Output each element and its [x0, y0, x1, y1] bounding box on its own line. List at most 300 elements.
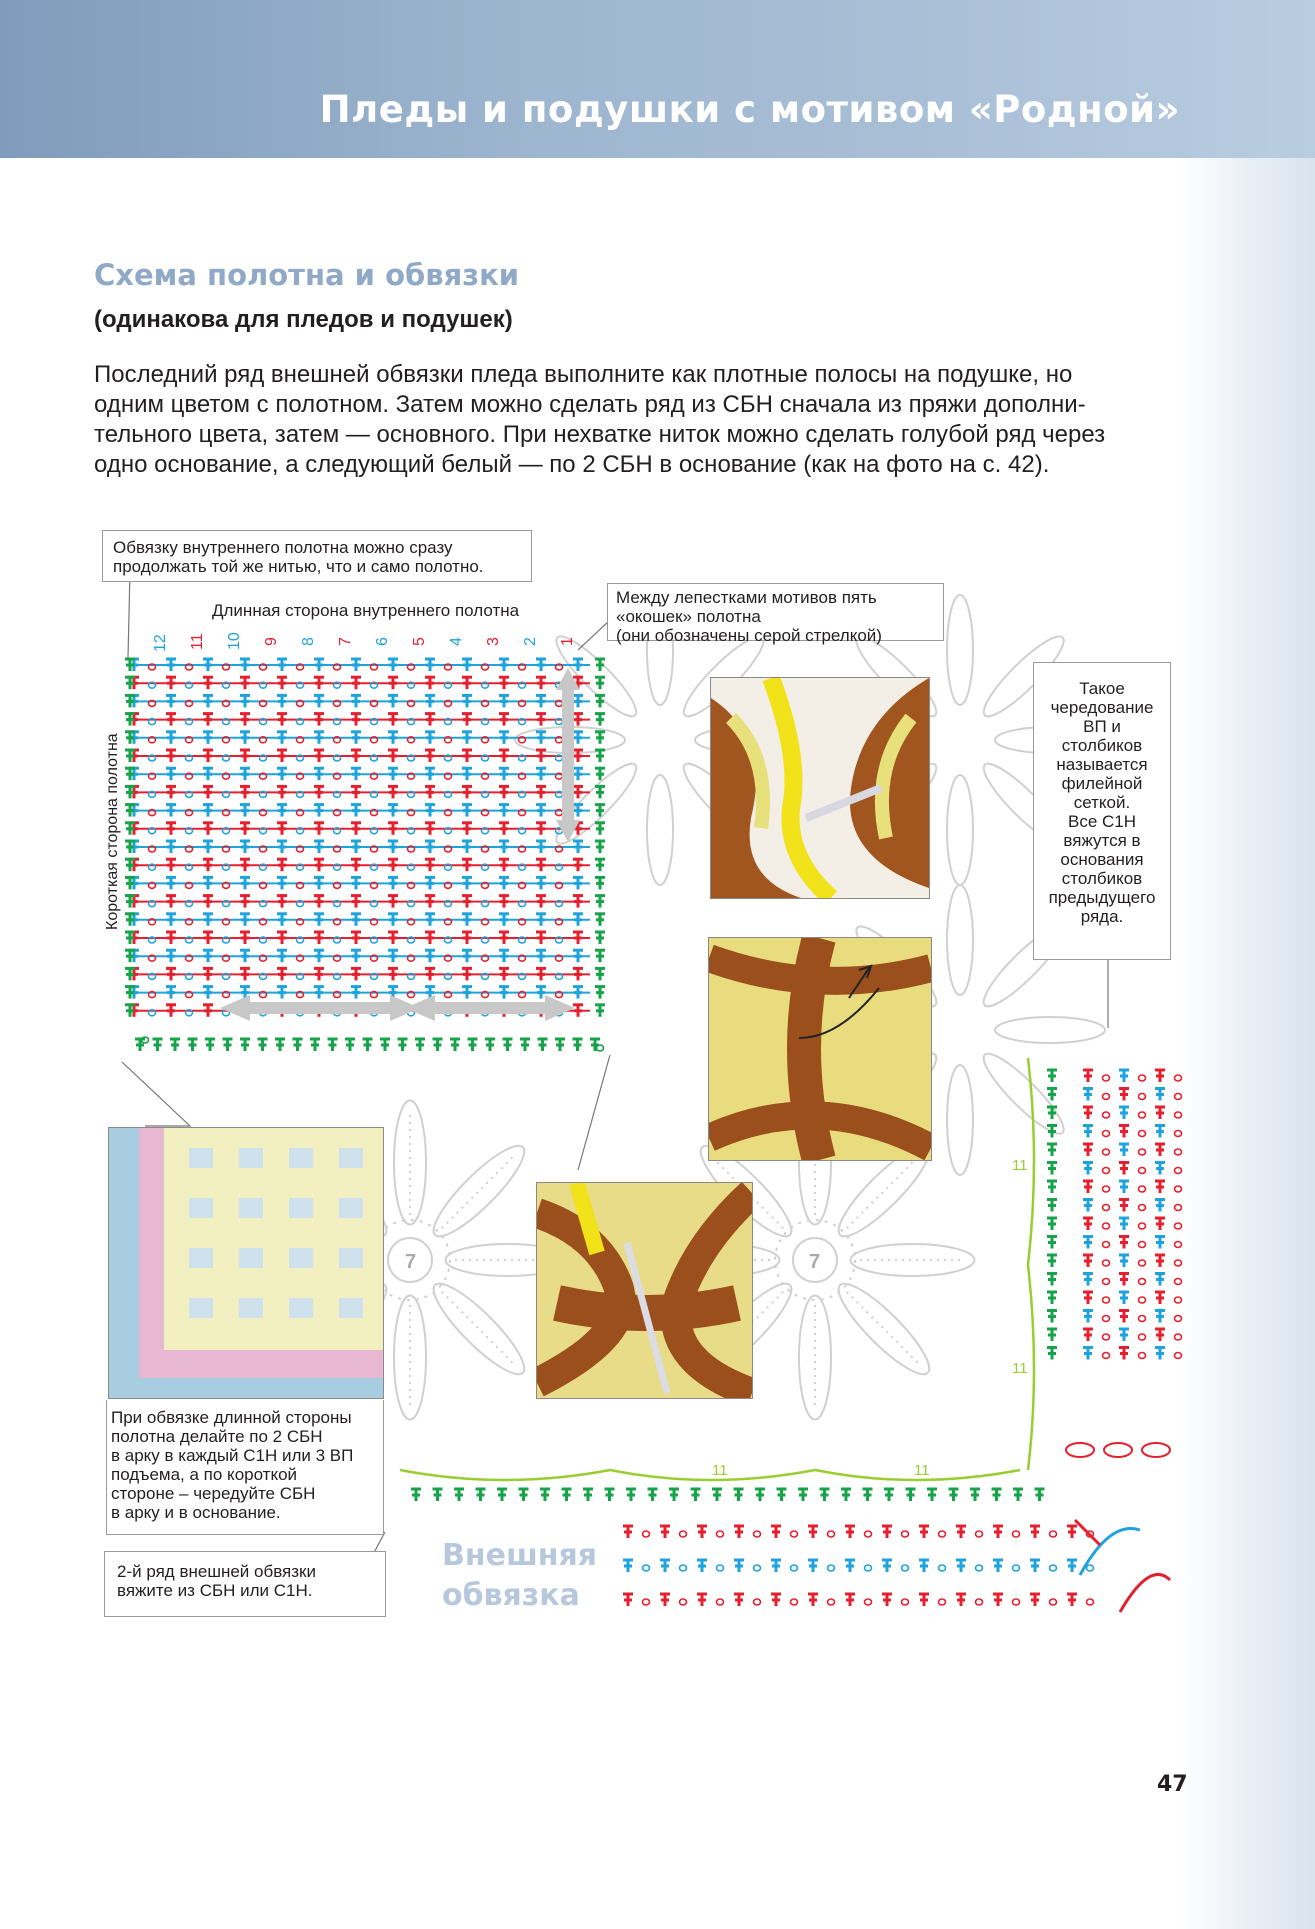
- bottom-border-stitch: [1035, 1489, 1045, 1501]
- right-border-stitch: [1047, 1329, 1057, 1341]
- border-stitch-right: [595, 677, 605, 689]
- grid-stitch: [388, 823, 398, 835]
- grid-stitch: [351, 750, 361, 762]
- grid-stitch: [536, 805, 546, 817]
- chain-symbol: [1175, 1334, 1182, 1340]
- grid-stitch: [573, 932, 583, 944]
- bottom-border-stitch: [755, 1489, 765, 1501]
- chain-symbol: [828, 1531, 835, 1537]
- grid-stitch: [351, 932, 361, 944]
- right-grid-stitch: [1119, 1126, 1129, 1138]
- border-stitch-bottom: [240, 1039, 250, 1051]
- grid-stitch: [425, 732, 435, 744]
- callout-line: Такое: [1079, 679, 1125, 698]
- grid-stitch: [240, 950, 250, 962]
- grid-stitch: [203, 932, 213, 944]
- border-stitch-bottom: [433, 1039, 443, 1051]
- grid-stitch: [277, 750, 287, 762]
- grid-stitch: [388, 950, 398, 962]
- chain-symbol: [1175, 1186, 1182, 1192]
- bottom-grid-stitch: [697, 1560, 707, 1572]
- right-border-stitch: [1047, 1292, 1057, 1304]
- arc-count: 11: [1012, 1157, 1028, 1174]
- grid-stitch: [166, 841, 176, 853]
- border-stitch-right: [595, 823, 605, 835]
- grid-stitch: [277, 914, 287, 926]
- grid-stitch: [462, 659, 472, 671]
- chain-symbol: [717, 1531, 724, 1537]
- grid-stitch: [166, 732, 176, 744]
- callout-bottom-left-2: [104, 1551, 386, 1617]
- arc-count: 11: [914, 1462, 930, 1479]
- grid-stitch: [203, 1005, 213, 1017]
- grid-stitch: [536, 823, 546, 835]
- grid-stitch: [425, 877, 435, 889]
- grid-stitch: [536, 914, 546, 926]
- grid-stitch: [277, 823, 287, 835]
- long-side-label: Длинная сторона внутреннего полотна: [212, 601, 520, 620]
- grid-stitch: [388, 659, 398, 671]
- chain-symbol: [1139, 1075, 1146, 1081]
- right-grid-stitch: [1155, 1348, 1165, 1360]
- grid-stitch: [203, 841, 213, 853]
- right-border-stitch: [1047, 1089, 1057, 1101]
- grid-stitch: [499, 859, 509, 871]
- bottom-grid-stitch: [808, 1594, 818, 1606]
- chain-symbol: [1139, 1149, 1146, 1155]
- callout-line: полотна делайте по 2 СБН: [111, 1427, 323, 1446]
- border-stitch-right: [595, 859, 605, 871]
- grid-stitch: [573, 914, 583, 926]
- border-stitch-right: [595, 877, 605, 889]
- grid-stitch: [351, 987, 361, 999]
- chain-symbol: [1139, 1094, 1146, 1100]
- grid-stitch: [314, 987, 324, 999]
- callout-line: Обвязку внутреннего полотна можно сразу: [113, 538, 453, 557]
- arc-count: 11: [1012, 1360, 1028, 1377]
- grid-stitch: [203, 859, 213, 871]
- chain-symbol: [791, 1599, 798, 1605]
- grid-stitch: [166, 695, 176, 707]
- grid-stitch: [425, 695, 435, 707]
- bottom-border-stitch: [841, 1489, 851, 1501]
- grid-stitch: [314, 896, 324, 908]
- grid-stitch: [351, 714, 361, 726]
- grid-stitch: [536, 768, 546, 780]
- grid-stitch: [203, 987, 213, 999]
- grid-stitch: [462, 877, 472, 889]
- external-border-title-line: обвязка: [442, 1578, 580, 1613]
- motif-petal: [847, 1292, 921, 1366]
- grid-stitch: [388, 859, 398, 871]
- grid-stitch: [203, 914, 213, 926]
- grid-stitch: [314, 932, 324, 944]
- grid-stitch: [314, 677, 324, 689]
- grid-stitch: [166, 987, 176, 999]
- grid-stitch: [166, 950, 176, 962]
- column-number: 7: [337, 637, 354, 646]
- chain-symbol: [1139, 1205, 1146, 1211]
- grid-stitch: [203, 659, 213, 671]
- grid-stitch: [203, 732, 213, 744]
- grid-stitch: [499, 914, 509, 926]
- motif-petal-outline: [394, 1101, 426, 1225]
- grid-stitch: [425, 841, 435, 853]
- grid-stitch: [573, 968, 583, 980]
- grid-stitch: [203, 750, 213, 762]
- right-grid-stitch: [1155, 1218, 1165, 1230]
- bottom-grid-stitch: [1030, 1594, 1040, 1606]
- corner-fan: [1075, 1520, 1170, 1612]
- grid-stitch: [277, 786, 287, 798]
- grid-stitch: [388, 786, 398, 798]
- column-number: 10: [226, 632, 243, 650]
- right-grid-stitch: [1155, 1163, 1165, 1175]
- grid-stitch: [314, 659, 324, 671]
- chain-symbol: [1139, 1168, 1146, 1174]
- chain-symbol: [754, 1531, 761, 1537]
- chain-symbol: [939, 1565, 946, 1571]
- chain-symbol: [828, 1599, 835, 1605]
- border-stitch-right: [595, 841, 605, 853]
- grid-stitch: [462, 914, 472, 926]
- motif-petal-outline: [647, 775, 673, 885]
- bottom-grid-stitch: [993, 1526, 1003, 1538]
- right-grid-stitch: [1155, 1255, 1165, 1267]
- right-grid-stitch: [1119, 1107, 1129, 1119]
- bottom-border-stitch: [1013, 1489, 1023, 1501]
- right-border-stitch: [1047, 1348, 1057, 1360]
- bottom-grid-stitch: [734, 1594, 744, 1606]
- column-number: 9: [263, 637, 280, 646]
- bottom-border-stitch: [476, 1489, 486, 1501]
- right-border-stitch: [1047, 1144, 1057, 1156]
- bottom-grid-stitch: [1067, 1560, 1077, 1572]
- callout-line: ряда.: [1080, 907, 1124, 926]
- right-grid-stitch: [1083, 1311, 1093, 1323]
- callout-bottom-left: [106, 1400, 384, 1535]
- bottom-grid-stitch: [919, 1526, 929, 1538]
- right-grid-stitch: [1119, 1348, 1129, 1360]
- bottom-border-stitch: [734, 1489, 744, 1501]
- chain-symbol: [1050, 1565, 1057, 1571]
- grid-stitch: [351, 841, 361, 853]
- grid-stitch: [203, 877, 213, 889]
- grid-stitch: [388, 695, 398, 707]
- bottom-grid-stitch: [882, 1560, 892, 1572]
- chain-symbol: [1175, 1316, 1182, 1322]
- chain-symbol: [1175, 1242, 1182, 1248]
- right-grid-stitch: [1119, 1255, 1129, 1267]
- grid-stitch: [203, 805, 213, 817]
- grid-stitch: [462, 750, 472, 762]
- right-grid-stitch: [1083, 1144, 1093, 1156]
- picot-loop: [1104, 1443, 1132, 1457]
- grid-stitch: [573, 805, 583, 817]
- chain-symbol: [1013, 1565, 1020, 1571]
- right-grid-stitch: [1119, 1181, 1129, 1193]
- right-grid-stitch: [1119, 1311, 1129, 1323]
- right-border-stitch: [1047, 1181, 1057, 1193]
- grid-stitch: [536, 695, 546, 707]
- column-number: 8: [300, 637, 317, 646]
- grid-stitch: [314, 695, 324, 707]
- grid-stitch: [351, 877, 361, 889]
- bottom-grid-stitch: [993, 1560, 1003, 1572]
- grid-stitch: [240, 914, 250, 926]
- grid-stitch: [499, 750, 509, 762]
- bottom-grid-stitch: [1030, 1526, 1040, 1538]
- grid-stitch: [240, 750, 250, 762]
- grid-stitch: [425, 950, 435, 962]
- grid-stitch: [203, 968, 213, 980]
- bottom-border-stitch: [519, 1489, 529, 1501]
- grid-stitch: [536, 732, 546, 744]
- bottom-border-stitch: [949, 1489, 959, 1501]
- callout-line: столбиков: [1061, 736, 1143, 755]
- bottom-grid-stitch: [845, 1526, 855, 1538]
- grid-stitch: [277, 859, 287, 871]
- right-grid-stitch: [1155, 1237, 1165, 1249]
- callout-line: Все С1Н: [1067, 812, 1137, 831]
- right-grid-stitch: [1155, 1070, 1165, 1082]
- grid-stitch: [314, 877, 324, 889]
- grid-stitch: [388, 896, 398, 908]
- grid-stitch: [277, 695, 287, 707]
- grid-stitch: [203, 950, 213, 962]
- callout-line: «окошек» полотна: [616, 607, 761, 626]
- callout-line: филейной: [1061, 774, 1143, 793]
- grid-stitch: [499, 714, 509, 726]
- grid-stitch: [462, 950, 472, 962]
- right-grid-stitch: [1083, 1255, 1093, 1267]
- right-grid-stitch: [1119, 1089, 1129, 1101]
- chain-symbol: [902, 1599, 909, 1605]
- border-stitch-right: [595, 714, 605, 726]
- grid-stitch: [536, 950, 546, 962]
- bottom-border-stitch: [820, 1489, 830, 1501]
- right-grid-stitch: [1155, 1181, 1165, 1193]
- bottom-grid-stitch: [660, 1526, 670, 1538]
- grid-stitch: [425, 859, 435, 871]
- chain-symbol: [1103, 1205, 1110, 1211]
- motif-petal: [442, 1292, 516, 1366]
- grid-stitch: [573, 714, 583, 726]
- grid-stitch: [203, 677, 213, 689]
- grid-stitch: [536, 932, 546, 944]
- grid-stitch: [388, 805, 398, 817]
- right-border-stitch: [1047, 1218, 1057, 1230]
- bottom-border-stitch: [626, 1489, 636, 1501]
- chain-symbol: [1103, 1260, 1110, 1266]
- grid-stitch: [314, 823, 324, 835]
- motif-petal-outline: [851, 1244, 975, 1276]
- grid-stitch: [425, 932, 435, 944]
- grid-stitch: [166, 968, 176, 980]
- border-stitch-right: [595, 987, 605, 999]
- border-stitch-bottom: [345, 1039, 355, 1051]
- right-grid-stitch: [1119, 1070, 1129, 1082]
- grid-stitch: [166, 914, 176, 926]
- callout-line: 2-й ряд внешней обвязки: [117, 1562, 316, 1581]
- grid-stitch: [425, 714, 435, 726]
- bottom-grid-stitch: [623, 1594, 633, 1606]
- grid-stitch: [277, 805, 287, 817]
- border-stitch-bottom: [310, 1039, 320, 1051]
- grid-stitch: [240, 841, 250, 853]
- grid-stitch: [240, 714, 250, 726]
- border-stitch-bottom: [415, 1039, 425, 1051]
- callout-line: чередование: [1050, 698, 1154, 717]
- callout-line: называется: [1056, 755, 1148, 774]
- motif-petal-outline: [976, 1046, 1072, 1142]
- chain-symbol: [1175, 1131, 1182, 1137]
- grid-stitch: [203, 695, 213, 707]
- arc-count: 11: [712, 1462, 728, 1479]
- grid-stitch: [314, 914, 324, 926]
- grid-stitch: [166, 768, 176, 780]
- callout-line: основания: [1060, 850, 1144, 869]
- right-grid-stitch: [1083, 1237, 1093, 1249]
- grid-stitch: [166, 932, 176, 944]
- column-number: 5: [411, 637, 428, 646]
- grid-stitch: [573, 786, 583, 798]
- column-number: 12: [152, 634, 169, 652]
- border-stitch-right: [595, 914, 605, 926]
- bottom-border-stitch: [562, 1489, 572, 1501]
- border-stitch-right: [595, 695, 605, 707]
- border-stitch-bottom: [450, 1039, 460, 1051]
- bottom-border-stitch: [992, 1489, 1002, 1501]
- photo-closeup-2: [708, 937, 932, 1161]
- right-grid-stitch: [1083, 1070, 1093, 1082]
- chain-symbol: [597, 1045, 604, 1051]
- grid-stitch: [425, 914, 435, 926]
- right-grid-stitch: [1155, 1126, 1165, 1138]
- bottom-border-stitch: [691, 1489, 701, 1501]
- grid-stitch: [536, 968, 546, 980]
- right-border-stitch: [1047, 1274, 1057, 1286]
- chain-symbol: [1103, 1297, 1110, 1303]
- grid-stitch: [351, 732, 361, 744]
- right-grid-stitch: [1119, 1329, 1129, 1341]
- right-grid-stitch: [1083, 1107, 1093, 1119]
- bottom-border-stitch: [884, 1489, 894, 1501]
- grid-stitch: [277, 677, 287, 689]
- grid-stitch: [425, 750, 435, 762]
- grid-stitch: [351, 950, 361, 962]
- grid-stitch: [388, 914, 398, 926]
- grid-stitch: [462, 859, 472, 871]
- grid-stitch: [388, 732, 398, 744]
- callout-line: (они обозначены серой стрелкой): [616, 626, 882, 645]
- grid-stitch: [351, 768, 361, 780]
- bottom-border-stitch: [863, 1489, 873, 1501]
- grid-stitch: [499, 768, 509, 780]
- chain-symbol: [1103, 1242, 1110, 1248]
- grid-stitch: [388, 768, 398, 780]
- grid-stitch: [425, 786, 435, 798]
- chain-symbol: [1175, 1205, 1182, 1211]
- callout-line: ВП и: [1083, 717, 1121, 736]
- grid-stitch: [462, 786, 472, 798]
- bottom-grid-stitch: [734, 1526, 744, 1538]
- grid-stitch: [425, 659, 435, 671]
- grid-stitch: [573, 987, 583, 999]
- filet-grid: [125, 659, 605, 1051]
- chain-symbol: [828, 1565, 835, 1571]
- border-stitch-bottom: [538, 1039, 548, 1051]
- column-number: 2: [522, 637, 539, 646]
- grid-stitch: [277, 732, 287, 744]
- grid-stitch: [536, 659, 546, 671]
- bottom-border-stitch: [605, 1489, 615, 1501]
- bottom-border-stitch: [669, 1489, 679, 1501]
- grid-stitch: [536, 877, 546, 889]
- border-stitch-right: [595, 932, 605, 944]
- grid-stitch: [203, 896, 213, 908]
- bottom-grid-stitch: [993, 1594, 1003, 1606]
- grid-stitch: [573, 732, 583, 744]
- external-border-title-line: Внешняя: [442, 1538, 598, 1573]
- motif-petal-outline: [799, 1296, 831, 1420]
- grid-stitch: [388, 714, 398, 726]
- grid-stitch: [277, 950, 287, 962]
- grid-stitch: [425, 968, 435, 980]
- right-grid-stitch: [1083, 1126, 1093, 1138]
- chain-symbol: [1175, 1149, 1182, 1155]
- bottom-border-stitch: [411, 1489, 421, 1501]
- grid-stitch: [240, 823, 250, 835]
- grid-stitch: [240, 659, 250, 671]
- grid-stitch: [499, 805, 509, 817]
- border-stitch-bottom: [188, 1039, 198, 1051]
- bottom-border-stitch: [798, 1489, 808, 1501]
- grid-stitch: [166, 859, 176, 871]
- photo-closeup-3: [536, 1182, 753, 1399]
- chain-symbol: [754, 1599, 761, 1605]
- right-grid-stitch: [1083, 1274, 1093, 1286]
- grid-stitch: [536, 714, 546, 726]
- grid-stitch: [277, 768, 287, 780]
- bottom-grid-stitch: [845, 1594, 855, 1606]
- bottom-grid-stitch: [919, 1560, 929, 1572]
- right-grid-stitch: [1083, 1181, 1093, 1193]
- picot-loop: [1066, 1443, 1094, 1457]
- grid-stitch: [240, 786, 250, 798]
- right-border-stitch: [1047, 1200, 1057, 1212]
- right-grid-stitch: [1155, 1274, 1165, 1286]
- callout-line: вяжите из СБН или С1Н.: [117, 1581, 313, 1600]
- bottom-grid-stitch: [808, 1560, 818, 1572]
- bottom-border-stitch: [712, 1489, 722, 1501]
- right-grid-stitch: [1119, 1163, 1129, 1175]
- grid-stitch: [388, 841, 398, 853]
- chain-symbol: [976, 1565, 983, 1571]
- grid-stitch: [351, 677, 361, 689]
- chain-symbol: [1103, 1186, 1110, 1192]
- bottom-grid-stitch: [771, 1526, 781, 1538]
- bottom-grid-stitch: [623, 1560, 633, 1572]
- grid-stitch: [351, 896, 361, 908]
- motif-petal-outline: [424, 1136, 534, 1246]
- bottom-grid-stitch: [697, 1526, 707, 1538]
- border-stitch-right: [595, 896, 605, 908]
- right-grid-stitch: [1119, 1144, 1129, 1156]
- right-grid-stitch: [1119, 1200, 1129, 1212]
- chain-symbol: [1103, 1112, 1110, 1118]
- chain-symbol: [976, 1599, 983, 1605]
